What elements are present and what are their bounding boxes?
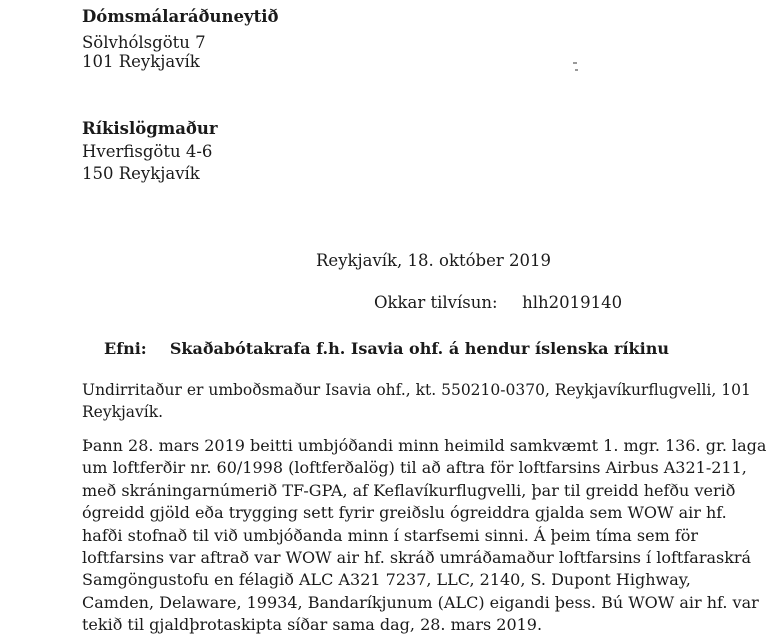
reference-value: hlh2019140 [522,293,623,312]
paragraph-line: loftfarsins var aftrað var WOW air hf. skráð umráðamaður loftfarsins í loftfaraskrá [82,548,752,568]
paragraph-line: Samgöngustofu en félagið ALC A321 7237, LLC, 2140, S. Dupont Highway, [82,570,691,590]
subject-line [104,338,669,360]
subject-text: Skaðabótakrafa f.h. Isavia ohf. á hendur íslenska ríkinu [169,339,669,358]
paragraph-line: tekið til gjaldþrotaskipta síðar sama dag, 28. mars 2019. [82,615,543,635]
recipient-street: Hverfisgötu 4-6 [82,142,213,161]
recipient-street: Sölvhólsgötu 7 [82,33,206,52]
reference-line [374,292,622,314]
paragraph-line: Camden, Delaware, 19934, Bandaríkjunum (ALC) eigandi þess. Bú WOW air hf. var [82,592,759,612]
paragraph-line: ógreidd gjöld eða trygging sett fyrir greiðslu ógreiddra gjalda sem WOW air hf. [82,503,727,523]
date-line: Reykjavík, 18. október 2019 [316,251,551,270]
paragraph-line: Þann 28. mars 2019 beitti umbjóðandi minn heimild samkvæmt 1. mgr. 136. gr. laga [82,436,767,455]
scan-speck [573,62,577,64]
paragraph-line: Reykjavík. [82,403,164,422]
paragraph-line: með skráningarnúmerið TF-GPA, af Keflavíkurflugvelli, þar til greidd hefðu verið [82,480,736,500]
recipient-city: 101 Reykjavík [82,52,200,71]
paragraph-line: Undirritaður er umboðsmaður Isavia ohf., kt. 550210-0370, Reykjavíkurflugvelli, 101 [82,381,751,399]
recipient-name: Ríkislögmaður [82,119,218,138]
subject-label: Efni: [104,339,147,358]
paragraph-line: um loftferðir nr. 60/1998 (loftferðalög) til að aftra för loftfarsins Airbus A321-211, [82,458,747,478]
recipient-name: Dómsmálaráðuneytið [82,7,279,26]
paragraph-background [82,435,767,637]
recipient-city: 150 Reykjavík [82,164,200,183]
scan-speck [575,69,578,71]
reference-label: Okkar tilvísun: [374,293,498,312]
paragraph-line: hafði stofnað til við umbjóðanda minn í starfsemi sinni. Á þeim tíma sem för [82,525,699,545]
paragraph-representation [82,379,751,424]
